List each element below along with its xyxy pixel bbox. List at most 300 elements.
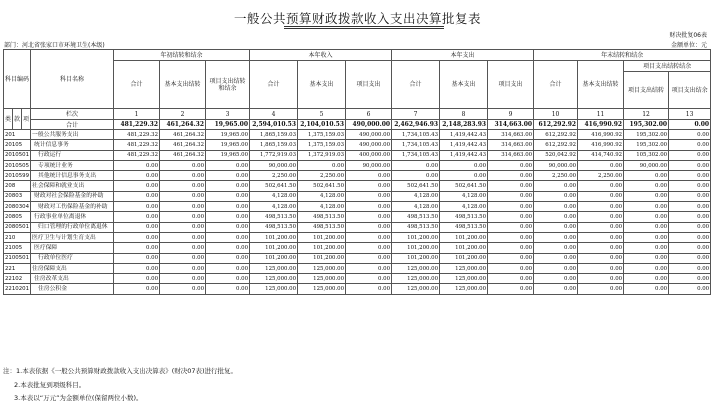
amount-cell: 0.00: [440, 171, 488, 181]
col-number: 13: [669, 109, 711, 120]
amount-cell: 1,419,442.43: [440, 140, 488, 150]
subject-code-cell: 201: [4, 130, 31, 140]
col-number: 4: [250, 109, 298, 120]
amount-cell: 498,513.50: [392, 212, 440, 222]
amount-cell: 0.00: [488, 191, 534, 201]
amount-cell: 1,419,442.43: [440, 130, 488, 140]
amount-cell: 0.00: [624, 253, 669, 263]
amount-cell: 0.00: [206, 243, 250, 253]
amount-cell: 2,250.00: [298, 171, 346, 181]
amount-cell: 0.00: [160, 222, 206, 232]
subject-name-cell: 归口管理的行政单位离退休: [31, 222, 114, 232]
amount-cell: 0.00: [346, 243, 392, 253]
amount-cell: 498,513.50: [440, 212, 488, 222]
header-kind: 类: [4, 109, 13, 130]
amount-cell: 0.00: [578, 243, 624, 253]
amount-cell: 0.00: [114, 263, 160, 273]
amount-cell: 195,302.00: [624, 130, 669, 140]
amount-cell: 0.00: [206, 263, 250, 273]
amount-cell: 0.00: [578, 212, 624, 222]
subject-name-cell: 专项统计业务: [31, 160, 114, 170]
footnote-line: 2.本表批复到项级科目。: [14, 380, 86, 389]
amount-cell: 0.00: [534, 243, 578, 253]
amount-cell: 0.00: [160, 212, 206, 222]
amount-cell: 0.00: [578, 191, 624, 201]
amount-cell: 125,000.00: [298, 284, 346, 294]
subject-name-cell: 住房改革支出: [31, 274, 114, 284]
amount-cell: 1,865,159.03: [250, 130, 298, 140]
header-col-basic-expense: 基本支出: [440, 61, 488, 109]
amount-cell: 0.00: [298, 160, 346, 170]
amount-cell: 0.00: [578, 274, 624, 284]
amount-cell: 0.00: [114, 181, 160, 191]
subject-code-cell: 20105: [4, 140, 31, 150]
amount-cell: 0.00: [534, 263, 578, 273]
header-section: 款: [13, 109, 22, 130]
amount-cell: 0.00: [346, 222, 392, 232]
amount-cell: 0.00: [114, 160, 160, 170]
total-cell: 19,965.00: [206, 120, 250, 130]
amount-cell: 0.00: [160, 181, 206, 191]
amount-cell: 0.00: [669, 202, 711, 212]
amount-cell: 0.00: [488, 243, 534, 253]
header-col-project-carry: 项目支出结转: [624, 72, 669, 109]
amount-cell: 0.00: [346, 171, 392, 181]
amount-cell: 490,000.00: [346, 130, 392, 140]
report-title: 一般公共预算财政拨款收入支出决算批复表: [233, 11, 481, 26]
amount-cell: 90,000.00: [534, 160, 578, 170]
amount-cell: 105,302.00: [624, 150, 669, 160]
footnote-line: 3.本表以“万元”为金额单位(保留两位小数)。: [14, 394, 143, 402]
amount-cell: 498,513.50: [298, 222, 346, 232]
amount-cell: 0.00: [534, 181, 578, 191]
header-col-project-surplus: 项目支出结余: [669, 72, 711, 109]
amount-cell: 502,641.50: [440, 181, 488, 191]
total-cell: 490,000.00: [346, 120, 392, 130]
amount-cell: 0.00: [488, 232, 534, 242]
amount-cell: 1,375,159.03: [298, 140, 346, 150]
amount-cell: 0.00: [114, 171, 160, 181]
header-col-project-expense: 项目支出: [346, 61, 392, 109]
col-number: 12: [624, 109, 669, 120]
table-row: [4, 232, 711, 242]
amount-cell: 19,965.00: [206, 150, 250, 160]
amount-cell: 125,000.00: [440, 274, 488, 284]
amount-cell: 0.00: [160, 243, 206, 253]
header-col-basic-carry: 基本支出结转: [578, 61, 624, 109]
subject-code-cell: 2100501: [4, 253, 31, 263]
amount-cell: 0.00: [534, 222, 578, 232]
amount-cell: 481,229.32: [114, 130, 160, 140]
amount-cell: 612,292.92: [534, 130, 578, 140]
total-cell: 481,229.32: [114, 120, 160, 130]
total-cell: 612,292.92: [534, 120, 578, 130]
amount-cell: 0.00: [206, 284, 250, 294]
amount-cell: 498,513.50: [440, 222, 488, 232]
amount-cell: 0.00: [206, 253, 250, 263]
amount-cell: 416,990.92: [578, 130, 624, 140]
header-subject-name: 科目名称: [31, 50, 114, 109]
amount-cell: 4,128.00: [298, 191, 346, 201]
amount-cell: 4,128.00: [440, 191, 488, 201]
amount-cell: 101,200.00: [440, 232, 488, 242]
amount-cell: 0.00: [114, 284, 160, 294]
table-row: [4, 171, 711, 181]
amount-cell: 0.00: [114, 191, 160, 201]
amount-cell: 0.00: [624, 284, 669, 294]
total-cell: 416,990.92: [578, 120, 624, 130]
amount-cell: 0.00: [206, 160, 250, 170]
amount-cell: 101,200.00: [440, 253, 488, 263]
col-number: 2: [160, 109, 206, 120]
amount-cell: 4,128.00: [298, 202, 346, 212]
amount-cell: 481,229.32: [114, 150, 160, 160]
subject-name-cell: 行政单位医疗: [31, 253, 114, 263]
subject-code-cell: 208: [4, 181, 31, 191]
col-number: 11: [578, 109, 624, 120]
table-row: [4, 212, 711, 222]
amount-cell: 0.00: [346, 232, 392, 242]
header-col-total: 合计: [250, 61, 298, 109]
amount-cell: 0.00: [346, 263, 392, 273]
header-sub-project-carry-surplus: 项目支出结转结余: [624, 61, 711, 72]
amount-cell: 2,250.00: [534, 171, 578, 181]
header-col-basic-expense: 基本支出: [298, 61, 346, 109]
amount-cell: 414,740.92: [578, 150, 624, 160]
amount-cell: 0.00: [534, 212, 578, 222]
col-number: 9: [488, 109, 534, 120]
amount-cell: 1,734,105.43: [392, 150, 440, 160]
amount-cell: 0.00: [578, 202, 624, 212]
amount-cell: 1,772,919.03: [250, 150, 298, 160]
amount-cell: 0.00: [206, 212, 250, 222]
table-row: [4, 274, 711, 284]
col-number: 8: [440, 109, 488, 120]
table-row: [4, 284, 711, 294]
amount-cell: 0.00: [578, 263, 624, 273]
amount-cell: 101,200.00: [392, 232, 440, 242]
total-cell: 2,462,946.93: [392, 120, 440, 130]
amount-cell: 0.00: [624, 171, 669, 181]
total-cell: 2,148,283.93: [440, 120, 488, 130]
amount-cell: 0.00: [114, 212, 160, 222]
currency-unit-label: 金额单位：元: [670, 42, 707, 49]
amount-cell: 0.00: [346, 212, 392, 222]
amount-cell: 19,965.00: [206, 130, 250, 140]
amount-cell: 314,663.00: [488, 140, 534, 150]
amount-cell: 0.00: [534, 274, 578, 284]
header-col-total: 合计: [534, 61, 578, 109]
amount-cell: 0.00: [160, 284, 206, 294]
amount-cell: 0.00: [114, 243, 160, 253]
subject-code-cell: 2010505: [4, 160, 31, 170]
amount-cell: 498,513.50: [250, 222, 298, 232]
amount-cell: 0.00: [160, 263, 206, 273]
amount-cell: 0.00: [206, 222, 250, 232]
amount-cell: 90,000.00: [346, 160, 392, 170]
amount-cell: 498,513.50: [392, 222, 440, 232]
amount-cell: 195,302.00: [624, 140, 669, 150]
total-cell: 2,104,010.53: [298, 120, 346, 130]
report-table-wrapper: [3, 49, 709, 295]
amount-cell: 0.00: [206, 171, 250, 181]
table-row: [4, 150, 711, 160]
amount-cell: 498,513.50: [250, 212, 298, 222]
amount-cell: 416,990.92: [578, 140, 624, 150]
amount-cell: 0.00: [488, 222, 534, 232]
amount-cell: 0.00: [114, 253, 160, 263]
amount-cell: 481,229.32: [114, 140, 160, 150]
amount-cell: 0.00: [578, 181, 624, 191]
col-number: 1: [114, 109, 160, 120]
subject-name-cell: 行政事业单位离退休: [31, 212, 114, 222]
amount-cell: 0.00: [578, 222, 624, 232]
subject-code-cell: 2010501: [4, 150, 31, 160]
amount-cell: 101,200.00: [298, 253, 346, 263]
total-cell: 195,302.00: [624, 120, 669, 130]
amount-cell: 0.00: [488, 212, 534, 222]
subject-code-cell: 2080304: [4, 202, 31, 212]
amount-cell: 461,264.32: [160, 150, 206, 160]
header-col-total: 合计: [392, 61, 440, 109]
col-number: 10: [534, 109, 578, 120]
header-col-project-balance: 项目支出结转和结余: [206, 61, 250, 109]
subject-name-cell: 医疗卫生与计划生育支出: [31, 232, 114, 242]
amount-cell: 0.00: [488, 181, 534, 191]
amount-cell: 461,264.32: [160, 130, 206, 140]
amount-cell: 0.00: [624, 181, 669, 191]
amount-cell: 101,200.00: [298, 243, 346, 253]
amount-cell: 0.00: [578, 160, 624, 170]
amount-cell: 1,865,159.03: [250, 140, 298, 150]
amount-cell: 1,419,442.43: [440, 150, 488, 160]
amount-cell: 4,128.00: [440, 202, 488, 212]
amount-cell: 125,000.00: [440, 263, 488, 273]
amount-cell: 0.00: [114, 202, 160, 212]
total-cell: 461,264.32: [160, 120, 206, 130]
amount-cell: 612,292.92: [534, 140, 578, 150]
table-row: [4, 140, 711, 150]
amount-cell: 101,200.00: [392, 243, 440, 253]
amount-cell: 0.00: [160, 202, 206, 212]
amount-cell: 0.00: [488, 171, 534, 181]
header-item: 项: [22, 109, 31, 130]
amount-cell: 461,264.32: [160, 140, 206, 150]
amount-cell: 314,663.00: [488, 130, 534, 140]
amount-cell: 19,965.00: [206, 140, 250, 150]
amount-cell: 0.00: [624, 212, 669, 222]
amount-cell: 0.00: [669, 243, 711, 253]
amount-cell: 0.00: [669, 150, 711, 160]
amount-cell: 0.00: [578, 253, 624, 263]
amount-cell: 0.00: [624, 232, 669, 242]
amount-cell: 2,250.00: [578, 171, 624, 181]
amount-cell: 0.00: [669, 274, 711, 284]
footnotes: [3, 365, 237, 406]
amount-cell: 0.00: [440, 160, 488, 170]
form-number: 财决批复06表: [669, 32, 707, 39]
amount-cell: 0.00: [488, 284, 534, 294]
amount-cell: 0.00: [624, 191, 669, 201]
amount-cell: 101,200.00: [250, 243, 298, 253]
subject-name-cell: 住房保障支出: [31, 263, 114, 273]
amount-cell: 125,000.00: [440, 284, 488, 294]
subject-code-cell: 210: [4, 232, 31, 242]
amount-cell: 4,128.00: [392, 191, 440, 201]
amount-cell: 0.00: [346, 284, 392, 294]
report-table-body: [4, 130, 711, 295]
amount-cell: 0.00: [669, 181, 711, 191]
amount-cell: 2,250.00: [250, 171, 298, 181]
amount-cell: 520,042.92: [534, 150, 578, 160]
amount-cell: 0.00: [534, 253, 578, 263]
table-row: [4, 253, 711, 263]
amount-cell: 0.00: [160, 274, 206, 284]
amount-cell: 502,641.50: [392, 181, 440, 191]
amount-cell: 0.00: [624, 274, 669, 284]
amount-cell: 0.00: [669, 212, 711, 222]
amount-cell: 125,000.00: [392, 284, 440, 294]
amount-cell: 0.00: [206, 181, 250, 191]
department-label: 部门：河北省张家口市环境卫生(本级): [4, 42, 105, 49]
subject-name-cell: 统计信息事务: [31, 140, 114, 150]
amount-cell: 101,200.00: [250, 253, 298, 263]
table-row: [4, 191, 711, 201]
amount-cell: 490,000.00: [346, 140, 392, 150]
amount-cell: 0.00: [392, 171, 440, 181]
amount-cell: 125,000.00: [250, 274, 298, 284]
amount-cell: 1,375,159.03: [298, 130, 346, 140]
amount-cell: 0.00: [346, 191, 392, 201]
header-col-total: 合计: [114, 61, 160, 109]
amount-cell: 101,200.00: [298, 232, 346, 242]
subject-code-cell: 22102: [4, 274, 31, 284]
amount-cell: 0.00: [488, 263, 534, 273]
amount-cell: 0.00: [669, 263, 711, 273]
amount-cell: 101,200.00: [392, 253, 440, 263]
total-cell: 314,663.00: [488, 120, 534, 130]
subject-name-cell: 其他统计信息事务支出: [31, 171, 114, 181]
subject-code-cell: 2080501: [4, 222, 31, 232]
header-group-beginning: 年初结转和结余: [114, 50, 250, 61]
amount-cell: 0.00: [206, 191, 250, 201]
amount-cell: 125,000.00: [392, 263, 440, 273]
amount-cell: 0.00: [346, 253, 392, 263]
footnote-line: 注：1.本表依据《一般公共预算财政拨款收入支出决算表》(财决07表)进行批复。: [3, 367, 238, 375]
amount-cell: 101,200.00: [250, 232, 298, 242]
subject-code-cell: 2210201: [4, 284, 31, 294]
amount-cell: 0.00: [669, 160, 711, 170]
amount-cell: 0.00: [346, 181, 392, 191]
amount-cell: 0.00: [160, 160, 206, 170]
amount-cell: 0.00: [488, 202, 534, 212]
amount-cell: 0.00: [578, 232, 624, 242]
amount-cell: 125,000.00: [392, 274, 440, 284]
amount-cell: 0.00: [114, 274, 160, 284]
total-cell: 2,594,010.53: [250, 120, 298, 130]
col-number: 7: [392, 109, 440, 120]
table-row: [4, 130, 711, 140]
subject-code-cell: 2010599: [4, 171, 31, 181]
amount-cell: 125,000.00: [298, 274, 346, 284]
amount-cell: 0.00: [160, 232, 206, 242]
amount-cell: 90,000.00: [250, 160, 298, 170]
header-col-project-expense: 项目支出: [488, 61, 534, 109]
subject-name-cell: 财政对工伤保险基金的补助: [31, 202, 114, 212]
table-row: [4, 202, 711, 212]
subject-name-cell: 财政对社会保险基金的补助: [31, 191, 114, 201]
amount-cell: 0.00: [206, 232, 250, 242]
amount-cell: 125,000.00: [250, 263, 298, 273]
subject-name-cell: 社会保障和就业支出: [31, 181, 114, 191]
table-row: [4, 263, 711, 273]
amount-cell: 0.00: [346, 274, 392, 284]
table-row: [4, 160, 711, 170]
col-number: 6: [346, 109, 392, 120]
subject-code-cell: 20803: [4, 191, 31, 201]
amount-cell: 1,734,105.43: [392, 140, 440, 150]
amount-cell: 502,641.50: [298, 181, 346, 191]
subject-name-cell: 住房公积金: [31, 284, 114, 294]
amount-cell: 0.00: [534, 232, 578, 242]
amount-cell: 0.00: [346, 202, 392, 212]
amount-cell: 0.00: [160, 171, 206, 181]
header-group-income: 本年收入: [250, 50, 392, 61]
amount-cell: 0.00: [534, 191, 578, 201]
amount-cell: 0.00: [534, 284, 578, 294]
amount-cell: 0.00: [488, 274, 534, 284]
subject-code-cell: 20805: [4, 212, 31, 222]
subject-name-cell: 行政运行: [31, 150, 114, 160]
header-group-expense: 本年支出: [392, 50, 534, 61]
amount-cell: 101,200.00: [440, 243, 488, 253]
amount-cell: 4,128.00: [250, 191, 298, 201]
amount-cell: 400,000.00: [346, 150, 392, 160]
amount-cell: 0.00: [669, 130, 711, 140]
subject-code-cell: 221: [4, 263, 31, 273]
amount-cell: 0.00: [669, 140, 711, 150]
total-cell: 0.00: [669, 120, 711, 130]
amount-cell: 1,372,919.03: [298, 150, 346, 160]
amount-cell: 0.00: [206, 274, 250, 284]
amount-cell: 0.00: [206, 202, 250, 212]
table-row: [4, 243, 711, 253]
table-row: [4, 222, 711, 232]
amount-cell: 4,128.00: [392, 202, 440, 212]
amount-cell: 0.00: [669, 232, 711, 242]
amount-cell: 0.00: [624, 243, 669, 253]
amount-cell: 502,641.50: [250, 181, 298, 191]
header-group-end: 年末结转和结余: [534, 50, 711, 61]
amount-cell: 0.00: [160, 191, 206, 201]
header-subject-code: 科目编码: [4, 50, 31, 109]
amount-cell: 0.00: [669, 171, 711, 181]
amount-cell: 90,000.00: [624, 160, 669, 170]
amount-cell: 0.00: [624, 263, 669, 273]
amount-cell: 0.00: [669, 284, 711, 294]
amount-cell: 498,513.50: [298, 212, 346, 222]
header-col-basic-carry: 基本支出结转: [160, 61, 206, 109]
title-underline: [284, 26, 444, 29]
amount-cell: 0.00: [669, 253, 711, 263]
report-table: [3, 49, 711, 295]
amount-cell: 0.00: [114, 232, 160, 242]
table-row: [4, 181, 711, 191]
amount-cell: 1,734,105.43: [392, 130, 440, 140]
amount-cell: 314,663.00: [488, 150, 534, 160]
amount-cell: 0.00: [578, 284, 624, 294]
amount-cell: 125,000.00: [298, 263, 346, 273]
